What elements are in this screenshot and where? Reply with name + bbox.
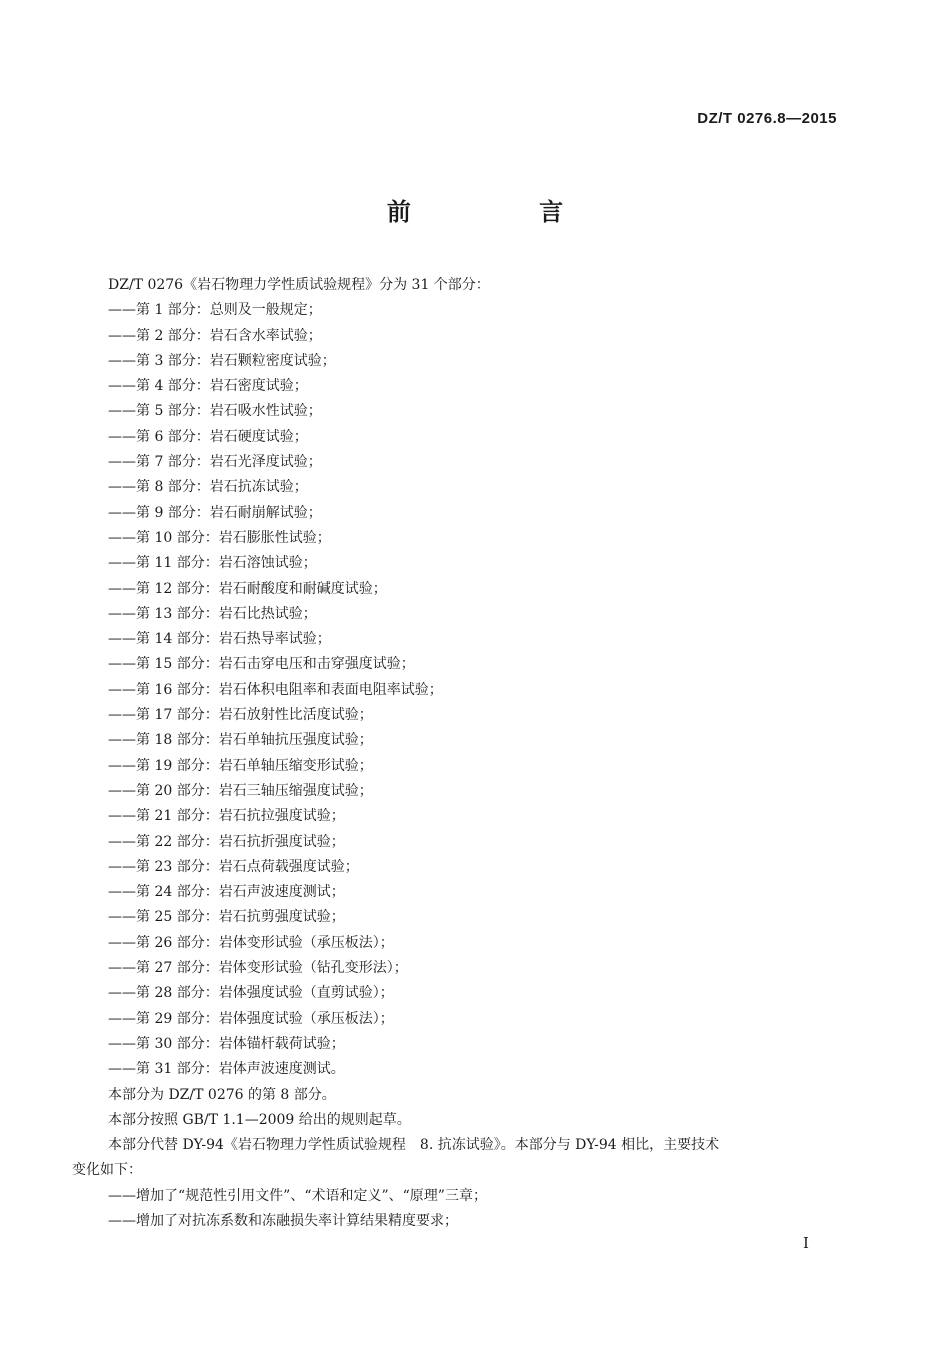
document-body [72, 273, 842, 1234]
list-item: ——第 5 部分：岩石吸水性试验； [108, 403, 322, 420]
list-item: ——第 30 部分：岩体锚杆载荷试验； [108, 1035, 345, 1052]
scope-paragraph: 本部分为 DZ/T 0276 的第 8 部分。 [108, 1086, 336, 1103]
list-item: ——第 21 部分：岩石抗拉强度试验； [108, 808, 345, 825]
list-item: ——第 15 部分：岩石击穿电压和击穿强度试验； [108, 656, 415, 673]
list-item: ——第 23 部分：岩石点荷载强度试验； [108, 858, 359, 875]
list-item: ——第 13 部分：岩石比热试验； [108, 605, 317, 622]
standard-code: DZ/T 0276.8—2015 [697, 110, 837, 127]
list-item: ——第 20 部分：岩石三轴压缩强度试验； [108, 782, 373, 799]
page-number: I [803, 1234, 809, 1252]
list-item: ——第 18 部分：岩石单轴抗压强度试验； [108, 732, 373, 749]
drafting-paragraph: 本部分按照 GB/T 1.1—2009 给出的规则起草。 [108, 1111, 411, 1128]
list-item: ——第 14 部分：岩石热导率试验； [108, 631, 331, 648]
list-item: ——第 1 部分：总则及一般规定； [108, 302, 322, 319]
list-item: ——第 26 部分：岩体变形试验（承压板法）； [108, 934, 394, 951]
list-item: ——第 3 部分：岩石颗粒密度试验； [108, 352, 336, 369]
list-item: ——第 7 部分：岩石光泽度试验； [108, 454, 322, 471]
list-item: ——第 31 部分：岩体声波速度测试。 [108, 1061, 345, 1078]
intro-paragraph: DZ/T 0276《岩石物理力学性质试验规程》分为 31 个部分： [108, 277, 490, 293]
list-item: ——第 11 部分：岩石溶蚀试验； [108, 555, 317, 572]
list-item: ——第 6 部分：岩石硬度试验； [108, 428, 308, 445]
page-title: 前 言 [386, 197, 624, 226]
list-item: ——第 29 部分：岩体强度试验（承压板法）； [108, 1010, 394, 1027]
list-item: ——第 24 部分：岩石声波速度测试； [108, 884, 345, 901]
list-item: ——第 16 部分：岩石体积电阻率和表面电阻率试验； [108, 681, 443, 698]
list-item: ——第 9 部分：岩石耐崩解试验； [108, 504, 322, 521]
list-item: ——第 2 部分：岩石含水率试验； [108, 327, 322, 344]
list-item: ——第 19 部分：岩石单轴压缩变形试验； [108, 757, 373, 774]
replacement-paragraph-line2: 变化如下： [72, 1162, 142, 1179]
list-item: ——第 28 部分：岩体强度试验（直剪试验）； [108, 985, 394, 1002]
parts-list [72, 298, 842, 1082]
list-item: ——增加了“规范性引用文件”、“术语和定义”、“原理”三章； [108, 1187, 487, 1204]
list-item: ——第 25 部分：岩石抗剪强度试验； [108, 909, 345, 926]
list-item: ——第 27 部分：岩体变形试验（钻孔变形法）； [108, 960, 408, 977]
list-item: ——增加了对抗冻系数和冻融损失率计算结果精度要求； [108, 1212, 458, 1229]
list-item: ——第 8 部分：岩石抗冻试验； [108, 479, 308, 496]
list-item: ——第 17 部分：岩石放射性比活度试验； [108, 707, 373, 724]
list-item: ——第 22 部分：岩石抗折强度试验； [108, 833, 345, 850]
replacement-paragraph-line1: 本部分代替 DY-94《岩石物理力学性质试验规程 8. 抗冻试验》。本部分与 DY-94 相比，主要技术 [108, 1137, 720, 1154]
changes-list [72, 1184, 842, 1235]
list-item: ——第 10 部分：岩石膨胀性试验； [108, 529, 331, 546]
list-item: ——第 12 部分：岩石耐酸度和耐碱度试验； [108, 580, 387, 597]
list-item: ——第 4 部分：岩石密度试验； [108, 378, 308, 395]
